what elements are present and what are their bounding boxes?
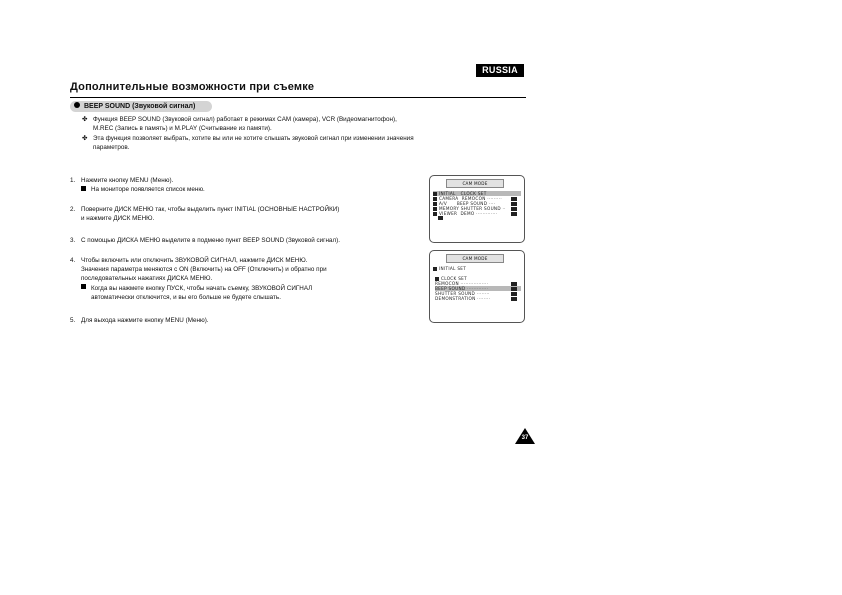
step-2: 2. Поверните ДИСК МЕНЮ так, чтобы выделить пункт INITIAL (ОСНОВНЫЕ НАСТРОЙКИ) и нажмите ДИСК МЕНЮ. xyxy=(70,206,340,223)
osd-submenu-title: INITIAL SET xyxy=(433,266,466,271)
step-4: 4. Чтобы включить или отключить ЗВУКОВОЙ СИГНАЛ, нажмите ДИСК МЕНЮ. Значения параметра меняются с ON (Включить) на OFF (Отключить) и обратно при последовательных нажатиях ДИСКА МЕНЮ. Когда вы нажмете кнопку ПУСК, чтобы начать съемку, ЗВУКОВОЙ СИГНАЛ автоматически отключится, и вы его больше не будете слышать. xyxy=(70,257,327,301)
value-box xyxy=(511,287,517,291)
note-marker-icon: ✤ xyxy=(82,116,88,123)
step-5: 5. Для выхода нажмите кнопку MENU (Меню). xyxy=(70,317,209,324)
osd-row: SHUTTER SOUND ········ xyxy=(435,291,490,296)
title-divider xyxy=(70,97,526,98)
menu-icon xyxy=(433,267,437,271)
memory-icon xyxy=(433,207,437,211)
av-icon xyxy=(433,202,437,206)
value-box xyxy=(511,292,517,296)
menu-icon xyxy=(435,277,439,281)
osd-row: CAMERA REMOCON ········· xyxy=(433,196,521,201)
square-bullet-icon xyxy=(81,284,86,289)
step-3: 3. С помощью ДИСКА МЕНЮ выделите в подменю пункт BEEP SOUND (Звуковой сигнал). xyxy=(70,237,340,244)
note-1: ✤ Функция BEEP SOUND (Звуковой сигнал) работает в режимах CAM (камера), VCR (Видеомагнитофон), M.REC (Запись в память) и M.PLAY (Считывание из памяти). xyxy=(82,116,397,133)
feature-heading xyxy=(70,101,212,112)
viewer-icon xyxy=(433,212,437,216)
osd-row: REMOCON ················· xyxy=(435,281,489,286)
osd-row: CLOCK SET xyxy=(435,276,521,281)
osd-screen-initial-set xyxy=(429,250,525,323)
value-box xyxy=(511,202,517,206)
value-box xyxy=(511,212,517,216)
osd-row: MEMORY SHUTTER SOUND ·· xyxy=(433,206,521,211)
note-marker-icon: ✤ xyxy=(82,135,88,142)
bullet-icon xyxy=(74,102,80,108)
osd-row: A/V BEEP SOUND ···· xyxy=(433,201,521,206)
page-number: 37 xyxy=(521,435,529,441)
value-box xyxy=(511,282,517,286)
value-box xyxy=(511,207,517,211)
osd-row-selected: BEEP SOUND ············· xyxy=(435,286,521,291)
square-bullet-icon xyxy=(81,186,86,191)
scroll-indicator-icon xyxy=(438,216,443,220)
menu-icon xyxy=(433,192,437,196)
language-badge: RUSSIA xyxy=(476,64,524,77)
note-2: ✤ Эта функция позволяет выбрать, хотите вы или не хотите слышать звуковой сигнал при изменении значения параметров. xyxy=(82,135,414,152)
osd-mode-header: CAM MODE xyxy=(446,179,504,188)
osd-row: VIEWER DEMO ············· xyxy=(433,211,521,216)
osd-mode-header: CAM MODE xyxy=(446,254,504,263)
feature-heading-label: BEEP SOUND (Звуковой сигнал) xyxy=(84,103,196,110)
step-1: 1. Нажмите кнопку MENU (Меню). На мониторе появляется список меню. xyxy=(70,177,205,194)
page-title: Дополнительные возможности при съемке xyxy=(70,81,315,93)
osd-row: DEMONSTRATION ········ xyxy=(435,296,491,301)
value-box xyxy=(511,297,517,301)
osd-row: INITIAL CLOCK SET xyxy=(433,191,521,196)
camera-icon xyxy=(433,197,437,201)
value-box xyxy=(511,197,517,201)
osd-screen-main-menu xyxy=(429,175,525,243)
